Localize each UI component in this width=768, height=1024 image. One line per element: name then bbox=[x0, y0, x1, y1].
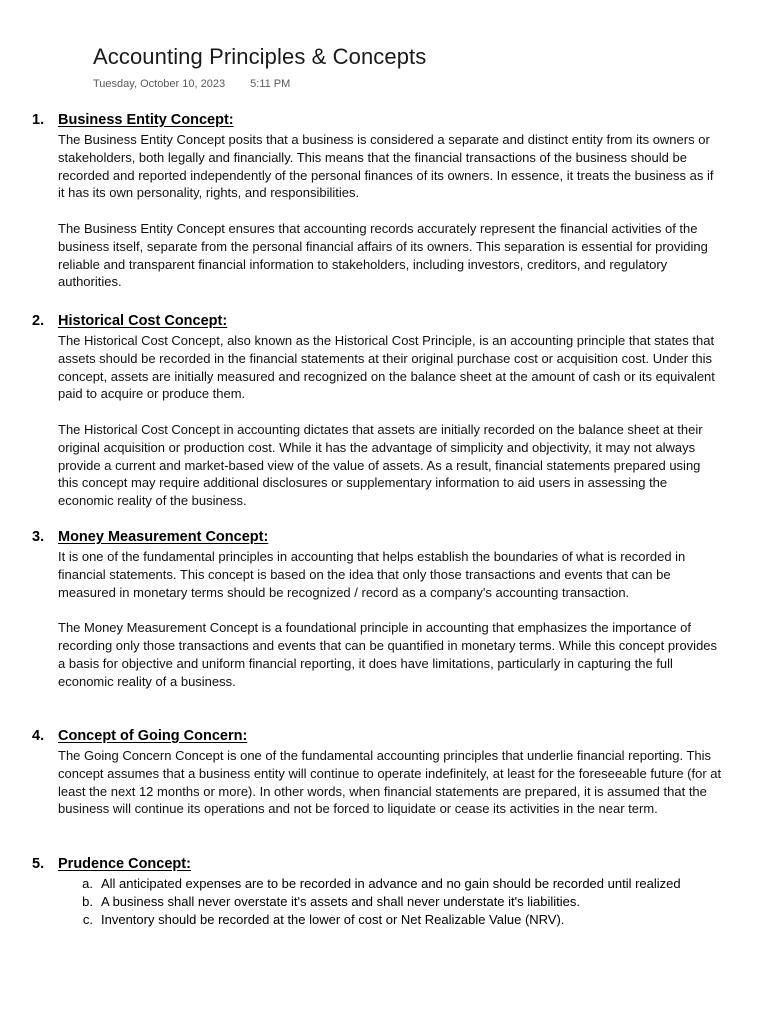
page-date: Tuesday, October 10, 2023 bbox=[93, 78, 226, 90]
section-title: Prudence Concept: bbox=[58, 856, 191, 872]
section-heading bbox=[32, 856, 722, 875]
section-heading bbox=[32, 529, 722, 548]
section-business-entity bbox=[32, 112, 722, 291]
prudence-list bbox=[58, 875, 722, 928]
section-number: 3. bbox=[32, 529, 45, 545]
section-heading bbox=[32, 112, 722, 131]
list-item-text: A business shall never overstate it's assets and shall never understate it's liabilities. bbox=[101, 893, 580, 909]
section-number: 4. bbox=[32, 728, 45, 744]
list-item bbox=[58, 875, 722, 893]
paragraph: The Business Entity Concept posits that a business is considered a separate and distinct entity from its owners or stakeholders, both legally and financially. This means that the financial transactions of the business should be recorded and reported independently of the personal finances of its owners. In essence, it treats the business as if it has its own personality, rights, and responsibilities. bbox=[58, 132, 714, 201]
section-number: 1. bbox=[32, 112, 45, 128]
section-number: 5. bbox=[32, 856, 45, 872]
page-time: 5:11 PM bbox=[250, 78, 291, 90]
section-going-concern bbox=[32, 728, 722, 818]
list-item-marker: b. bbox=[82, 893, 93, 909]
paragraph: The Historical Cost Concept, also known as the Historical Cost Principle, is an accounting principle that states that assets should be recorded in the financial statements at their original purchase cost or acquisition cost. Under this concept, assets are initially measured and recognized on the balance sheet at the amount of cash or its equivalent paid to acquire or produce them. bbox=[58, 333, 715, 402]
section-title: Concept of Going Concern: bbox=[58, 728, 248, 744]
section-heading bbox=[32, 313, 722, 332]
section-heading bbox=[32, 728, 722, 747]
paragraph: The Business Entity Concept ensures that accounting records accurately represent the financial activities of the business itself, separate from the personal financial affairs of its owners. This separation is essential for providing reliable and transparent financial information to stakeholders, including investors, creditors, and regulatory authorities. bbox=[58, 220, 708, 290]
section-prudence bbox=[32, 856, 722, 928]
paragraph: The Going Concern Concept is one of the fundamental accounting principles that underlie financial reporting. This concept assumes that a business entity will continue to operate indefinitely, at least for the foreseeable future (for at least the next 12 months or more). In other words, when financial statements are prepared, it is assumed that the business will continue its operations and not be forced to liquidate or cease its activities in the near term. bbox=[58, 748, 722, 817]
list-item bbox=[58, 893, 722, 911]
list-item-text: Inventory should be recorded at the lower of cost or Net Realizable Value (NRV). bbox=[101, 911, 565, 927]
section-number: 2. bbox=[32, 313, 45, 329]
section-historical-cost bbox=[32, 313, 722, 510]
section-money-measurement bbox=[32, 529, 722, 690]
paragraph: The Money Measurement Concept is a foundational principle in accounting that emphasizes the importance of recording only those transactions and events that can be quantified in monetary terms. While this concept provides a basis for objective and uniform financial reporting, it does have limitations, particularly in capturing the full economic reality of a business. bbox=[58, 620, 718, 689]
list-item bbox=[58, 911, 722, 929]
section-title: Historical Cost Concept: bbox=[58, 313, 228, 329]
list-item-marker: a. bbox=[82, 876, 93, 891]
list-item-marker: c. bbox=[82, 911, 93, 927]
section-title: Business Entity Concept: bbox=[58, 112, 234, 128]
list-item-text: All anticipated expenses are to be recorded in advance and no gain should be recorded until realized bbox=[101, 876, 681, 891]
page-timestamp bbox=[93, 78, 290, 90]
section-title: Money Measurement Concept: bbox=[58, 529, 269, 545]
page-title: Accounting Principles & Concepts bbox=[93, 44, 427, 69]
paragraph: It is one of the fundamental principles in accounting that helps establish the boundaries of what is recorded in financial statements. This concept is based on the idea that only those transactions and events that can be measured in monetary terms should be recognized / record as a company's accounting transaction. bbox=[58, 549, 686, 600]
paragraph: The Historical Cost Concept in accounting dictates that assets are initially recorded on the balance sheet at their original acquisition or production cost. While it has the advantage of simplicity and objectivity, it may not always provide a current and market-based view of the value of assets. As a result, financial statements prepared using this concept may require additional disclosures or supplementary information to aid users in assessing the economic reality of the business. bbox=[58, 421, 703, 509]
